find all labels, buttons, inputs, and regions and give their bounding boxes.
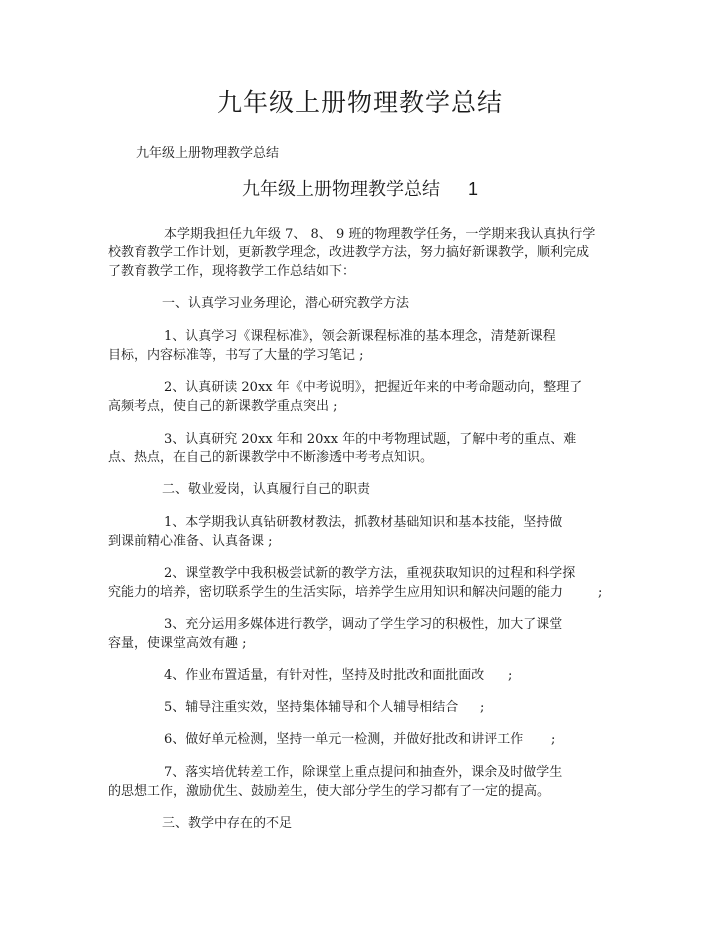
intro-line-1: 本学期我担任九年级 7、 8、 9 班的物理教学任务，一学期来我认真执行学 [164, 227, 596, 242]
section-1-item-1-line-1: 1、认真学习《课程标准》，领会新课程标准的基本理念，清楚新课程 [164, 329, 556, 344]
section-2-item-1-line-2: 到课前精心准备、认真备课 ; [108, 534, 273, 549]
section-title-text: 九年级上册物理教学总结 [241, 179, 440, 200]
section-2-item-2-semicolon: ; [598, 585, 603, 600]
section-2-item-3-line-1: 3、充分运用多媒体进行教学，调动了学生学习的积极性，加大了课堂 [164, 617, 563, 632]
intro-line-3: 了教育教学工作，现将教学工作总结如下： [108, 264, 356, 279]
section-2-item-7-line-2: 的思想工作，激励优生、鼓励差生，使大部分学生的学习都有了一定的提高。 [108, 784, 551, 799]
section-2-item-2-line-1: 2、课堂教学中我积极尝试新的教学方法，重视获取知识的过程和科学探 [164, 566, 576, 581]
section-2-item-3-line-2: 容量，使课堂高效有趣 ; [108, 636, 247, 651]
section-2-item-4-semicolon: ; [508, 668, 513, 683]
section-2-item-5: 5、辅导注重实效，坚持集体辅导和个人辅导相结合 [164, 700, 459, 715]
section-title [0, 176, 720, 203]
section-1-heading: 一、认真学习业务理论，潜心研究教学方法 [162, 296, 410, 311]
section-title-number: 1 [467, 179, 478, 199]
section-1-item-3-line-1: 3、认真研究 20xx 年和 20xx 年的中考物理试题，了解中考的重点、难 [164, 432, 577, 447]
section-1-item-1-line-2: 目标，内容标准等，书写了大量的学习笔记 ; [108, 348, 364, 363]
section-2-item-2-line-2: 究能力的培养，密切联系学生的生活实际，培养学生应用知识和解决问题的能力 [108, 585, 564, 600]
intro-line-2: 校教育教学工作计划，更新教学理念，改进教学方法，努力搞好新课教学，顺利完成 [108, 245, 590, 260]
document-title: 九年级上册物理教学总结 [216, 88, 503, 117]
section-2-item-4: 4、作业布置适量，有针对性，坚持及时批改和面批面改 [164, 668, 485, 683]
section-2-item-6-semicolon: ; [551, 732, 556, 747]
section-1-item-2-line-1: 2、认真研读 20xx 年《中考说明》，把握近年来的中考命题动向，整理了 [164, 380, 583, 395]
section-3-heading: 三、教学中存在的不足 [162, 816, 293, 831]
section-2-heading: 二、敬业爱岗，认真履行自己的职责 [162, 482, 371, 497]
section-1-item-3-line-2: 点、热点，在自己的新课教学中不断渗透中考考点知识。 [108, 450, 434, 465]
section-2-item-5-semicolon: ; [480, 700, 485, 715]
section-2-item-6: 6、做好单元检测，坚持一单元一检测，并做好批改和讲评工作 [164, 732, 524, 747]
section-2-item-7-line-1: 7、落实培优转差工作，除课堂上重点提问和抽查外，课余及时做学生 [164, 765, 563, 780]
section-1-item-2-line-2: 高频考点，使自己的新课教学重点突出 ; [108, 399, 338, 414]
section-2-item-1-line-1: 1、本学期我认真钻研教材教法，抓教材基础知识和基本技能，坚持做 [164, 515, 563, 530]
breadcrumb-title: 九年级上册物理教学总结 [136, 146, 280, 161]
